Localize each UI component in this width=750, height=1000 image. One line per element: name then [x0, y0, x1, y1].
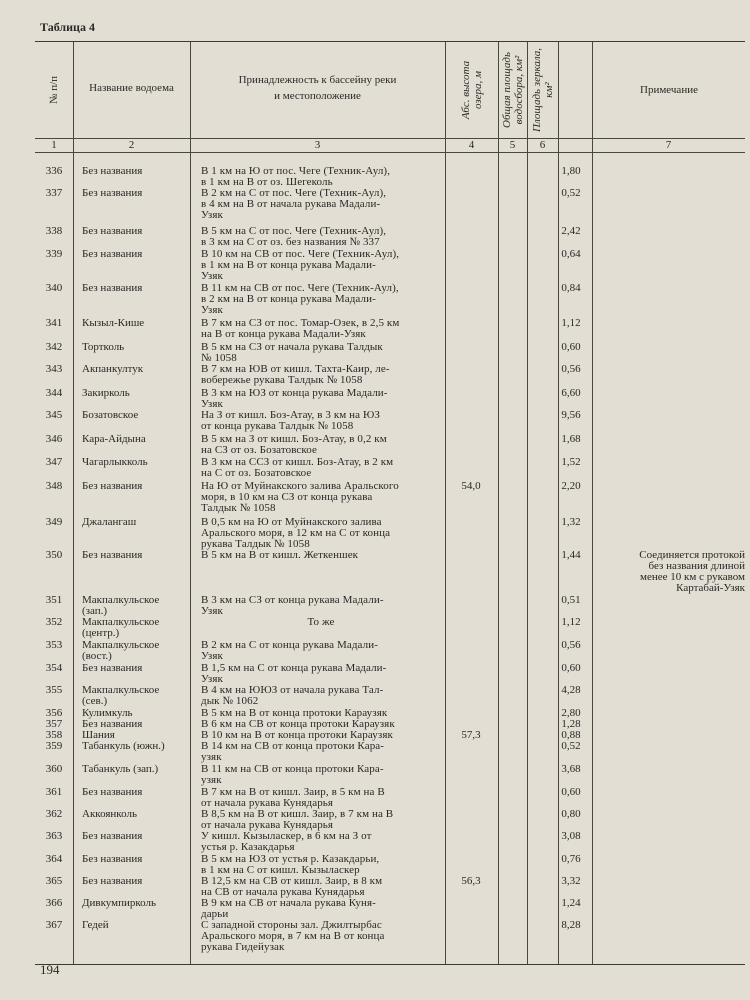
row-area: 0,60	[561, 662, 581, 674]
header-mirror: Площадь зеркала, км²	[531, 48, 555, 132]
row-abs-height: 54,0	[461, 480, 481, 492]
row-note: Соединяется протокой без названия длиной менее 10 км с рукавом Картабай-Узяк	[639, 549, 745, 594]
col-number-5: 5	[509, 139, 516, 151]
row-location: В 11 км на СВ от конца протоки Кара- узяк	[201, 763, 384, 786]
row-number: 366	[45, 897, 63, 909]
row-number: 348	[45, 480, 63, 492]
row-location: В 11 км на СВ от пос. Чеге (Техник-Аул), в 2 км на В от конца рукава Мадали- Узяк	[201, 282, 399, 316]
row-location: В 12,5 км на СВ от кишл. Заир, в 8 км на СВ от начала рукава Кунядарья	[201, 875, 383, 898]
header-num: № п/п	[48, 75, 60, 105]
row-number: 360	[45, 763, 63, 775]
row-name: Акпанкултук	[82, 363, 144, 375]
row-area: 3,32	[561, 875, 581, 887]
row-location: В 5 км на З от кишл. Боз-Атау, в 0,2 км на СЗ от оз. Бозатовское	[201, 433, 387, 456]
row-name: Без названия	[82, 718, 143, 730]
row-area: 3,68	[561, 763, 581, 775]
row-number: 359	[45, 740, 63, 752]
col-number-7: 7	[665, 139, 672, 151]
row-name: Без названия	[82, 549, 143, 561]
row-location: В 3 км на ЮЗ от конца рукава Мадали- Узяк	[201, 387, 388, 410]
row-number: 364	[45, 853, 63, 865]
row-location: В 7 км на СЗ от пос. Томар-Озек, в 2,5 км на В от конца рукава Мадали-Узяк	[201, 317, 400, 340]
row-name: Без названия	[82, 282, 143, 294]
row-name: Тортколь	[82, 341, 125, 353]
row-number: 347	[45, 456, 63, 468]
row-area: 1,52	[561, 456, 581, 468]
row-number: 345	[45, 409, 63, 421]
row-location: В 4 км на ЮЮЗ от начала рукава Тал- дык № 1062	[201, 684, 384, 707]
row-name: Макпалкульское (сев.)	[82, 684, 160, 707]
row-area: 1,80	[561, 165, 581, 177]
row-location: В 7 км на ЮВ от кишл. Тахта-Каир, ле- вобережье рукава Талдык № 1058	[201, 363, 390, 386]
row-location: В 1,5 км на С от конца рукава Мадали- Узяк	[201, 662, 387, 685]
row-name: Гедей	[82, 919, 109, 931]
row-number: 354	[45, 662, 63, 674]
row-location: В 3 км на СЗ от конца рукава Мадали- Узяк	[201, 594, 384, 617]
header-name: Название водоема	[89, 82, 174, 94]
row-area: 0,56	[561, 639, 581, 651]
row-location: В 2 км на С от пос. Чеге (Техник-Аул), в 4 км на В от начала рукава Мадали- Узяк	[201, 187, 387, 221]
col-number-6: 6	[539, 139, 546, 151]
row-location: В 2 км на С от конца рукава Мадали- Узяк	[201, 639, 378, 662]
lakes-table	[35, 41, 745, 965]
row-name: Макпалкульское (вост.)	[82, 639, 160, 662]
row-area: 4,28	[561, 684, 581, 696]
row-number: 349	[45, 516, 63, 528]
row-name: Закирколь	[82, 387, 130, 399]
row-area: 0,51	[561, 594, 581, 606]
row-number: 361	[45, 786, 63, 798]
header-note: Примечание	[640, 84, 698, 96]
row-name: Джалангаш	[82, 516, 137, 528]
row-area: 6,60	[561, 387, 581, 399]
header-location-line2: и местоположение	[274, 90, 361, 102]
row-number: 357	[45, 718, 63, 730]
row-number: 343	[45, 363, 63, 375]
row-location: В 9 км на СВ от начала рукава Куня- дарьи	[201, 897, 376, 920]
row-area: 0,76	[561, 853, 581, 865]
row-area: 2,20	[561, 480, 581, 492]
row-area: 8,28	[561, 919, 581, 931]
row-area: 9,56	[561, 409, 581, 421]
row-number: 362	[45, 808, 63, 820]
row-number: 340	[45, 282, 63, 294]
row-location: В 3 км на ССЗ от кишл. Боз-Атау, в 2 км на С от оз. Бозатовское	[201, 456, 394, 479]
row-abs-height: 57,3	[461, 729, 481, 741]
row-location: То же	[307, 616, 335, 628]
row-name: Без названия	[82, 853, 143, 865]
row-area: 0,52	[561, 740, 581, 752]
col-number-2: 2	[128, 139, 135, 151]
row-name: Без названия	[82, 830, 143, 842]
row-area: 1,12	[561, 317, 581, 329]
row-number: 367	[45, 919, 63, 931]
page-number: 194	[40, 962, 60, 977]
row-area: 0,88	[561, 729, 581, 741]
row-name: Без названия	[82, 786, 143, 798]
row-location: С западной стороны зал. Джилтырбас Аральского моря, в 7 км на В от конца рукава Гидейузак	[201, 919, 385, 953]
row-area: 0,64	[561, 248, 581, 260]
row-name: Без названия	[82, 187, 143, 199]
col-number-3: 3	[314, 139, 321, 151]
row-name: Табанкуль (зап.)	[82, 763, 159, 775]
col-number-4: 4	[468, 139, 475, 151]
row-number: 342	[45, 341, 63, 353]
row-area: 2,42	[561, 225, 581, 237]
row-location: В 10 км на СВ от пос. Чеге (Техник-Аул), в 1 км на В от конца рукава Мадали- Узяк	[201, 248, 400, 282]
row-name: Без названия	[82, 875, 143, 887]
row-number: 336	[45, 165, 63, 177]
row-area: 0,52	[561, 187, 581, 199]
row-name: Бозатовское	[82, 409, 139, 421]
table-caption: Таблица 4	[40, 20, 95, 34]
row-name: Без названия	[82, 225, 143, 237]
row-number: 351	[45, 594, 63, 606]
header-location-line1: Принадлежность к бассейну реки	[238, 74, 397, 86]
row-location: В 6 км на СВ от конца протоки Караузяк	[201, 718, 395, 730]
row-area: 1,28	[561, 718, 581, 730]
row-location: У кишл. Кызыласкер, в 6 км на З от устья р. Казакдарья	[201, 830, 372, 853]
row-area: 1,44	[561, 549, 581, 561]
row-number: 338	[45, 225, 63, 237]
row-number: 356	[45, 707, 63, 719]
row-name: Чагарлыкколь	[82, 456, 148, 468]
row-area: 0,84	[561, 282, 581, 294]
row-location: На З от кишл. Боз-Атау, в 3 км на ЮЗ от конца рукава Талдык № 1058	[201, 409, 381, 432]
row-number: 353	[45, 639, 63, 651]
row-name: Без названия	[82, 480, 143, 492]
row-number: 346	[45, 433, 63, 445]
row-area: 0,80	[561, 808, 581, 820]
row-location: На Ю от Муйнакского залива Аральского моря, в 10 км на СЗ от конца рукава Талдык № 1058	[201, 480, 399, 514]
row-area: 1,24	[561, 897, 581, 909]
row-area: 1,12	[561, 616, 581, 628]
row-name: Кызыл-Кише	[82, 317, 145, 329]
row-name: Без названия	[82, 248, 143, 260]
row-number: 355	[45, 684, 63, 696]
col-number-1: 1	[51, 139, 57, 151]
row-location: В 0,5 км на Ю от Муйнакского залива Аральского моря, в 12 км на С от конца рукава Талдык № 1058	[201, 516, 391, 550]
row-number: 363	[45, 830, 63, 842]
row-name: Без названия	[82, 662, 143, 674]
row-location: В 5 км на С от пос. Чеге (Техник-Аул), в 3 км на С от оз. без названия № 337	[201, 225, 387, 248]
row-location: В 5 км на ЮЗ от устья р. Казакдарьи, в 1 км на С от кишл. Кызыласкер	[201, 853, 380, 876]
row-area: 1,68	[561, 433, 581, 445]
row-area: 0,56	[561, 363, 581, 375]
row-abs-height: 56,3	[461, 875, 481, 887]
row-name: Без названия	[82, 165, 143, 177]
row-number: 365	[45, 875, 63, 887]
row-location: В 7 км на В от кишл. Заир, в 5 км на В от начала рукава Кунядарья	[201, 786, 385, 809]
row-number: 339	[45, 248, 63, 260]
row-area: 2,80	[561, 707, 581, 719]
row-location: В 8,5 км на В от кишл. Заир, в 7 км на В от начала рукава Кунядарья	[201, 808, 394, 831]
row-location: В 10 км на В от конца протоки Караузяк	[201, 729, 393, 741]
row-name: Аккоянколь	[82, 808, 137, 820]
row-location: В 5 км на В от конца протоки Караузяк	[201, 707, 388, 719]
row-number: 358	[45, 729, 63, 741]
row-area: 0,60	[561, 786, 581, 798]
row-name: Шания	[82, 729, 115, 741]
row-number: 352	[45, 616, 63, 628]
row-name: Макпалкульское (зап.)	[82, 594, 160, 617]
header-catchment: Общая площадь водосбора, км²	[501, 52, 525, 128]
row-number: 341	[45, 317, 63, 329]
row-location: В 14 км на СВ от конца протоки Кара- узяк	[201, 740, 385, 763]
row-name: Кара-Айдына	[82, 433, 146, 445]
header-abs-height: Абс. высота озера, м	[460, 60, 484, 120]
row-name: Кулимкуль	[82, 707, 133, 719]
row-area: 3,08	[561, 830, 581, 842]
row-area: 1,32	[561, 516, 581, 528]
row-name: Макпалкульское (центр.)	[82, 616, 160, 639]
row-location: В 5 км на В от кишл. Жеткеншек	[201, 549, 359, 561]
row-location: В 5 км на СЗ от начала рукава Талдык № 1058	[201, 341, 383, 364]
row-number: 350	[45, 549, 63, 561]
row-location: В 1 км на Ю от пос. Чеге (Техник-Аул), в 1 км на В от оз. Шегеколь	[201, 165, 391, 188]
header-location	[192, 74, 443, 103]
row-name: Табанкуль (южн.)	[82, 740, 165, 752]
row-name: Дивкумпирколь	[82, 897, 157, 909]
row-area: 0,60	[561, 341, 581, 353]
row-number: 337	[45, 187, 63, 199]
row-number: 344	[45, 387, 63, 399]
